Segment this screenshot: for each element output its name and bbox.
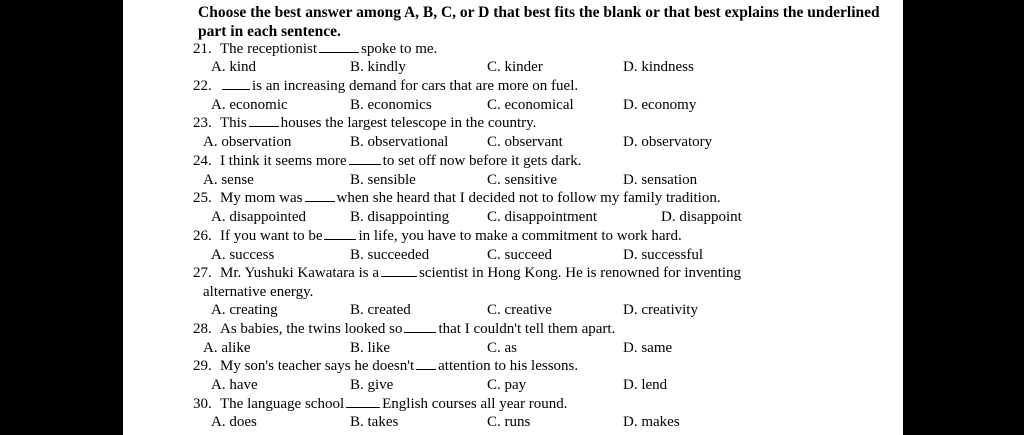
option-a: A. economic: [211, 97, 288, 113]
question-text-before: The language school: [220, 396, 345, 412]
option-b: B. disappointing: [350, 209, 450, 225]
question-text-before: My son's teacher says he doesn't: [220, 358, 415, 374]
question-22: [193, 77, 578, 95]
question-text-after: that I couldn't tell them apart.: [438, 321, 616, 337]
option-c: C. disappointment: [487, 209, 597, 225]
question-number: 23.: [193, 115, 212, 131]
option-a: A. kind: [211, 59, 256, 75]
answer-blank: [305, 189, 335, 202]
option-a: A. does: [211, 414, 257, 430]
answer-blank: [346, 395, 380, 408]
option-b: B. kindly: [350, 59, 406, 75]
option-d: D. observatory: [623, 134, 713, 150]
option-c: C. runs: [487, 414, 531, 430]
question-number: 24.: [193, 153, 212, 169]
question-number: 30.: [193, 396, 212, 412]
question-text-after: to set off now before it gets dark.: [382, 153, 582, 169]
option-a: A. observation: [203, 134, 292, 150]
question-text-before: My mom was: [220, 190, 303, 206]
question-number: 26.: [193, 228, 212, 244]
question-number: 25.: [193, 190, 212, 206]
answer-blank: [324, 227, 356, 240]
option-b: B. give: [350, 377, 394, 393]
question-text-before: I think it seems more: [220, 153, 347, 169]
question-text-after: when she heard that I decided not to follow my family tradition.: [336, 190, 721, 206]
option-d: D. economy: [623, 97, 697, 113]
question-23: [193, 114, 536, 132]
question-30: [193, 395, 568, 413]
question-29: [193, 357, 578, 375]
option-a: A. success: [211, 247, 275, 263]
option-a: A. sense: [203, 172, 254, 188]
instruction-text: Choose the best answer among A, B, C, or D that best fits the blank or that best explains the underlined part in each sentence.: [198, 4, 880, 40]
question-25: [193, 189, 721, 207]
option-c: C. as: [487, 340, 517, 356]
question-text-before: This: [220, 115, 247, 131]
question-text-after: is an increasing demand for cars that are more on fuel.: [252, 78, 579, 94]
answer-blank: [404, 320, 436, 333]
option-d: D. sensation: [623, 172, 698, 188]
option-b: B. observational: [350, 134, 449, 150]
question-number: 28.: [193, 321, 212, 337]
option-c: C. pay: [487, 377, 527, 393]
question-text-before: Mr. Yushuki Kawatara is a: [220, 265, 379, 281]
option-c: C. observant: [487, 134, 563, 150]
option-b: B. takes: [350, 414, 399, 430]
option-a: A. disappointed: [211, 209, 306, 225]
question-text-after: attention to his lessons.: [438, 358, 579, 374]
question-number: 21.: [193, 41, 212, 57]
option-c: C. creative: [487, 302, 552, 318]
option-d: D. disappoint: [661, 209, 742, 225]
question-text-before: As babies, the twins looked so: [220, 321, 403, 337]
question-27: [193, 264, 741, 282]
option-a: A. alike: [203, 340, 251, 356]
question-26: [193, 227, 682, 245]
question-text-before: If you want to be: [220, 228, 323, 244]
question-number: 27.: [193, 265, 212, 281]
option-c: C. economical: [487, 97, 574, 113]
question-continuation: alternative energy.: [203, 284, 314, 300]
question-21: [193, 40, 437, 58]
option-d: D. kindness: [623, 59, 694, 75]
option-c: C. sensitive: [487, 172, 557, 188]
question-24: [193, 152, 582, 170]
option-b: B. like: [350, 340, 390, 356]
option-b: B. economics: [350, 97, 432, 113]
answer-blank: [381, 264, 417, 277]
answer-blank: [319, 40, 359, 53]
question-text-after: English courses all year round.: [382, 396, 568, 412]
question-text-after: houses the largest telescope in the country.: [280, 115, 537, 131]
option-b: B. succeeded: [350, 247, 430, 263]
question-text-after: spoke to me.: [361, 41, 438, 57]
question-number: 22.: [193, 78, 212, 94]
answer-blank: [249, 114, 279, 127]
option-d: D. makes: [623, 414, 680, 430]
answer-blank: [222, 77, 250, 90]
question-28: [193, 320, 615, 338]
right-black-bar: [903, 0, 1024, 435]
option-c: C. succeed: [487, 247, 552, 263]
option-d: D. same: [623, 340, 673, 356]
worksheet-page: [123, 0, 903, 435]
option-d: D. creativity: [623, 302, 698, 318]
answer-blank: [349, 152, 381, 165]
question-text-after: in life, you have to make a commitment to work hard.: [358, 228, 682, 244]
option-b: B. created: [350, 302, 411, 318]
answer-blank: [416, 357, 436, 370]
question-text-after: scientist in Hong Kong. He is renowned for inventing: [419, 265, 742, 281]
question-number: 29.: [193, 358, 212, 374]
question-text-before: The receptionist: [220, 41, 318, 57]
left-black-bar: [0, 0, 123, 435]
option-a: A. have: [211, 377, 258, 393]
option-c: C. kinder: [487, 59, 543, 75]
option-b: B. sensible: [350, 172, 416, 188]
option-a: A. creating: [211, 302, 278, 318]
option-d: D. successful: [623, 247, 703, 263]
option-d: D. lend: [623, 377, 668, 393]
